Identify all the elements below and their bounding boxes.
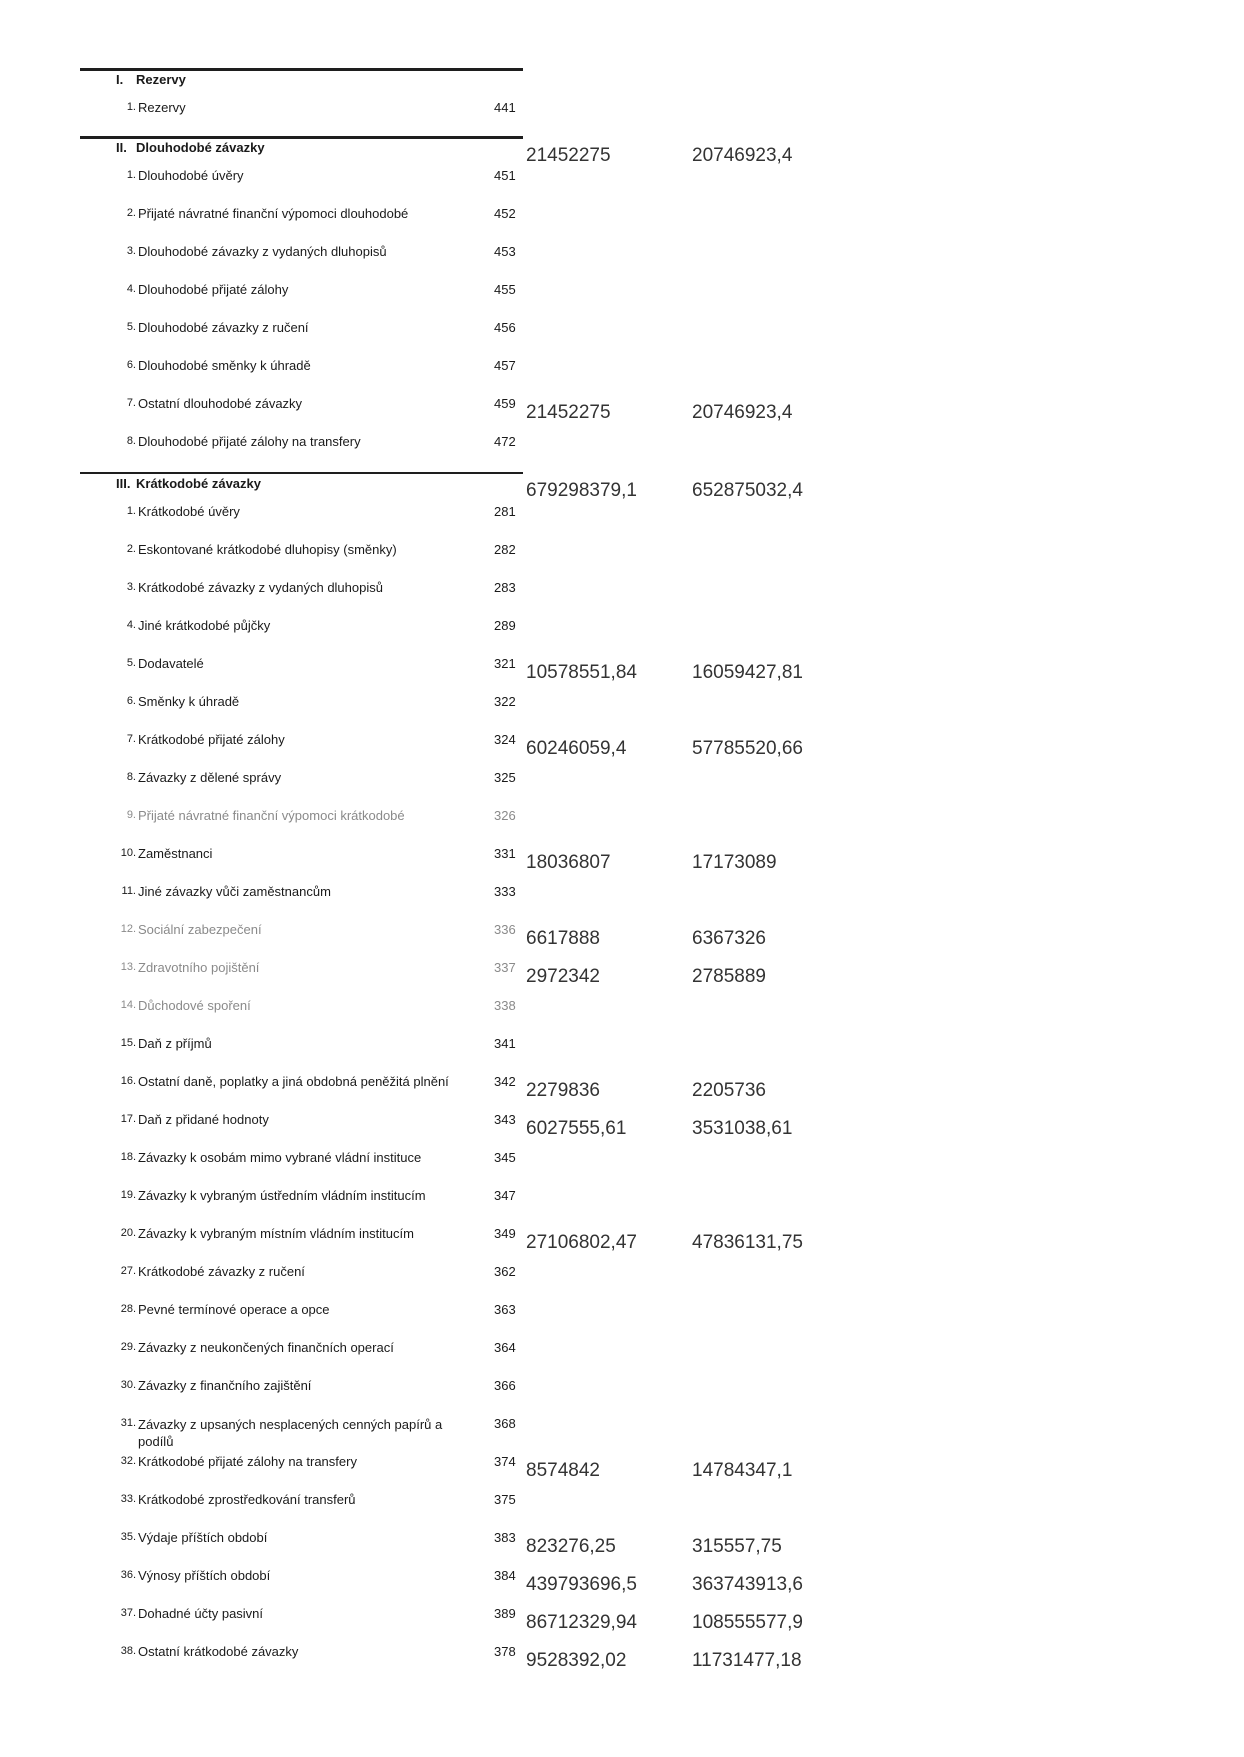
table-row	[0, 1644, 1244, 1670]
previous-value: 6367326	[692, 928, 766, 949]
section-title: Dlouhodobé závazky	[136, 140, 265, 155]
row-number: 35.	[120, 1531, 136, 1543]
account-number: 336	[494, 922, 516, 937]
account-number: 345	[494, 1150, 516, 1165]
row-number: 1.	[126, 101, 136, 113]
account-number: 333	[494, 884, 516, 899]
table-row	[0, 846, 1244, 872]
row-number: 9.	[126, 809, 136, 821]
row-label: Krátkodobé přijaté zálohy na transfery	[138, 1454, 357, 1469]
row-label: Závazky z finančního zajištění	[138, 1378, 312, 1393]
account-number: 281	[494, 504, 516, 519]
row-number: 13.	[120, 961, 136, 973]
section-previous-value: 652875032,4	[692, 480, 803, 501]
previous-value: 2205736	[692, 1080, 766, 1101]
current-value: 823276,25	[526, 1536, 616, 1557]
row-label: Výdaje příštích období	[138, 1530, 268, 1545]
row-number: 19.	[120, 1189, 136, 1201]
row-label: Zdravotního pojištění	[138, 960, 260, 975]
section-rule-kratkodobe	[80, 472, 523, 474]
row-number: 38.	[120, 1645, 136, 1657]
table-row	[0, 1492, 1244, 1518]
section-heading-kratkodobe	[116, 476, 261, 491]
account-number: 282	[494, 542, 516, 557]
account-number: 455	[494, 282, 516, 297]
account-number: 374	[494, 1454, 516, 1469]
current-value: 439793696,5	[526, 1574, 637, 1595]
previous-value: 17173089	[692, 852, 777, 873]
row-label: Sociální zabezpečení	[138, 922, 262, 937]
row-number: 11.	[121, 885, 136, 897]
table-row	[0, 960, 1244, 986]
account-number: 453	[494, 244, 516, 259]
table-row	[0, 1530, 1244, 1556]
table-row	[0, 100, 1244, 126]
table-row	[0, 1302, 1244, 1328]
row-number: 18.	[120, 1151, 136, 1163]
row-label: Závazky k vybraným místním vládním institucím	[138, 1226, 414, 1241]
row-number: 37.	[120, 1607, 136, 1619]
current-value: 10578551,84	[526, 662, 637, 683]
row-label: Dlouhodobé závazky z ručení	[138, 320, 309, 335]
row-label: Závazky z dělené správy	[138, 770, 282, 785]
row-label: Daň z přidané hodnoty	[138, 1112, 269, 1127]
row-number: 30.	[120, 1379, 136, 1391]
table-row	[0, 358, 1244, 384]
table-row	[0, 1568, 1244, 1594]
row-number: 31.	[120, 1417, 136, 1429]
row-label: Dohadné účty pasivní	[138, 1606, 264, 1621]
table-row	[0, 282, 1244, 308]
table-row	[0, 504, 1244, 530]
account-number: 389	[494, 1606, 516, 1621]
row-label: Jiné závazky vůči zaměstnancům	[138, 884, 331, 899]
section-rule-rezervy	[80, 68, 523, 71]
row-number: 6.	[126, 695, 136, 707]
row-number: 1.	[126, 505, 136, 517]
account-number: 383	[494, 1530, 516, 1545]
account-number: 456	[494, 320, 516, 335]
row-label: Důchodové spoření	[138, 998, 251, 1013]
row-label: Směnky k úhradě	[138, 694, 240, 709]
account-number: 472	[494, 434, 516, 449]
table-row	[0, 168, 1244, 194]
section-roman: III.	[116, 476, 131, 491]
row-label: Ostatní krátkodobé závazky	[138, 1644, 299, 1659]
row-label: Daň z příjmů	[138, 1036, 212, 1051]
table-row	[0, 1036, 1244, 1062]
account-number: 326	[494, 808, 516, 823]
table-row	[0, 808, 1244, 834]
previous-value: 20746923,4	[692, 402, 793, 423]
row-label: Krátkodobé závazky z vydaných dluhopisů	[138, 580, 383, 595]
row-label: Dlouhodobé závazky z vydaných dluhopisů	[138, 244, 387, 259]
table-row	[0, 998, 1244, 1024]
previous-value: 57785520,66	[692, 738, 803, 759]
table-row	[0, 434, 1244, 460]
row-number: 20.	[120, 1227, 136, 1239]
account-number: 343	[494, 1112, 516, 1127]
row-label: Dlouhodobé směnky k úhradě	[138, 358, 311, 373]
table-row	[0, 770, 1244, 796]
row-label: Dodavatelé	[138, 656, 204, 671]
row-label: Ostatní daně, poplatky a jiná obdobná peněžitá plnění	[138, 1074, 449, 1089]
current-value: 6027555,61	[526, 1118, 627, 1139]
account-number: 341	[494, 1036, 516, 1051]
row-number: 29.	[120, 1341, 136, 1353]
row-label: Závazky k vybraným ústředním vládním institucím	[138, 1188, 426, 1203]
row-label: Závazky k osobám mimo vybrané vládní instituce	[138, 1150, 422, 1165]
table-row	[0, 580, 1244, 606]
table-row	[0, 1454, 1244, 1480]
row-label: Přijaté návratné finanční výpomoci dlouhodobé	[138, 206, 409, 221]
table-row	[0, 1340, 1244, 1366]
row-label: Krátkodobé zprostředkování transferů	[138, 1492, 356, 1507]
account-number: 363	[494, 1302, 516, 1317]
account-number: 364	[494, 1340, 516, 1355]
account-number: 325	[494, 770, 516, 785]
section-current-value: 21452275	[526, 145, 611, 166]
row-number: 33.	[120, 1493, 136, 1505]
section-roman: I.	[116, 72, 124, 87]
current-value: 60246059,4	[526, 738, 627, 759]
previous-value: 108555577,9	[692, 1612, 803, 1633]
table-row	[0, 1226, 1244, 1252]
table-row	[0, 320, 1244, 346]
row-number: 14.	[120, 999, 136, 1011]
row-number: 5.	[126, 657, 136, 669]
row-number: 2.	[126, 543, 136, 555]
row-number: 1.	[126, 169, 136, 181]
table-row	[0, 922, 1244, 948]
row-label: Dlouhodobé přijaté zálohy na transfery	[138, 434, 361, 449]
previous-value: 16059427,81	[692, 662, 803, 683]
row-number: 3.	[126, 581, 136, 593]
row-number: 16.	[120, 1075, 136, 1087]
row-number: 8.	[126, 435, 136, 447]
previous-value: 2785889	[692, 966, 766, 987]
row-label: Krátkodobé přijaté zálohy	[138, 732, 285, 747]
account-number: 321	[494, 656, 516, 671]
table-row	[0, 1150, 1244, 1176]
section-heading-rezervy	[116, 72, 186, 87]
account-number: 457	[494, 358, 516, 373]
row-label: Dlouhodobé úvěry	[138, 168, 244, 183]
row-number: 27.	[120, 1265, 136, 1277]
table-row	[0, 1416, 1244, 1449]
row-label: Krátkodobé úvěry	[138, 504, 240, 519]
account-number: 349	[494, 1226, 516, 1241]
row-number: 36.	[120, 1569, 136, 1581]
row-label: Ostatní dlouhodobé závazky	[138, 396, 303, 411]
account-number: 451	[494, 168, 516, 183]
account-number: 459	[494, 396, 516, 411]
row-label: Zaměstnanci	[138, 846, 213, 861]
table-row	[0, 1264, 1244, 1290]
row-number: 5.	[126, 321, 136, 333]
table-row	[0, 244, 1244, 270]
row-number: 10.	[120, 847, 136, 859]
current-value: 27106802,47	[526, 1232, 637, 1253]
table-row	[0, 884, 1244, 910]
row-label: Dlouhodobé přijaté zálohy	[138, 282, 289, 297]
row-label: Krátkodobé závazky z ručení	[138, 1264, 305, 1279]
table-row	[0, 396, 1244, 422]
section-title: Krátkodobé závazky	[136, 476, 261, 491]
section-previous-value: 20746923,4	[692, 145, 793, 166]
table-row	[0, 1378, 1244, 1404]
row-label: Eskontované krátkodobé dluhopisy (směnky)	[138, 542, 397, 557]
row-label: Pevné termínové operace a opce	[138, 1302, 330, 1317]
row-label: Rezervy	[138, 100, 186, 115]
current-value: 6617888	[526, 928, 600, 949]
row-number: 7.	[126, 397, 136, 409]
table-row	[0, 542, 1244, 568]
row-number: 12.	[120, 923, 136, 935]
account-number: 441	[494, 100, 516, 115]
table-row	[0, 656, 1244, 682]
table-row	[0, 1606, 1244, 1632]
account-number: 289	[494, 618, 516, 633]
account-number: 324	[494, 732, 516, 747]
row-label: Přijaté návratné finanční výpomoci krátkodobé	[138, 808, 405, 823]
account-number: 342	[494, 1074, 516, 1089]
row-label: Jiné krátkodobé půjčky	[138, 618, 271, 633]
account-number: 347	[494, 1188, 516, 1203]
current-value: 8574842	[526, 1460, 600, 1481]
account-number: 368	[494, 1416, 516, 1431]
account-number: 384	[494, 1568, 516, 1583]
account-number: 283	[494, 580, 516, 595]
row-number: 15.	[120, 1037, 136, 1049]
account-number: 331	[494, 846, 516, 861]
account-number: 362	[494, 1264, 516, 1279]
section-rule-dlouhodobe	[80, 136, 523, 139]
table-row	[0, 694, 1244, 720]
previous-value: 47836131,75	[692, 1232, 803, 1253]
row-number: 2.	[126, 207, 136, 219]
row-number: 6.	[126, 359, 136, 371]
account-number: 452	[494, 206, 516, 221]
current-value: 2972342	[526, 966, 600, 987]
section-heading-dlouhodobe	[116, 140, 265, 155]
current-value: 18036807	[526, 852, 611, 873]
table-row	[0, 1188, 1244, 1214]
current-value: 21452275	[526, 402, 611, 423]
row-number: 4.	[126, 619, 136, 631]
row-number: 32.	[120, 1455, 136, 1467]
table-row	[0, 618, 1244, 644]
table-row	[0, 1112, 1244, 1138]
row-number: 3.	[126, 245, 136, 257]
section-title: Rezervy	[136, 72, 186, 87]
previous-value: 363743913,6	[692, 1574, 803, 1595]
table-row	[0, 206, 1244, 232]
row-label: Závazky z upsaných nesplacených cenných papírů a podílů	[138, 1417, 443, 1449]
section-roman: II.	[116, 140, 127, 155]
row-number: 4.	[126, 283, 136, 295]
previous-value: 11731477,18	[692, 1650, 802, 1671]
account-number: 337	[494, 960, 516, 975]
account-number: 375	[494, 1492, 516, 1507]
row-number: 28.	[120, 1303, 136, 1315]
account-number: 378	[494, 1644, 516, 1659]
current-value: 86712329,94	[526, 1612, 637, 1633]
row-number: 8.	[126, 771, 136, 783]
account-number: 322	[494, 694, 516, 709]
section-current-value: 679298379,1	[526, 480, 637, 501]
current-value: 2279836	[526, 1080, 600, 1101]
row-number: 7.	[126, 733, 136, 745]
current-value: 9528392,02	[526, 1650, 627, 1671]
previous-value: 3531038,61	[692, 1118, 793, 1139]
row-label: Výnosy příštích období	[138, 1568, 271, 1583]
row-number: 17.	[120, 1113, 136, 1125]
table-row	[0, 1074, 1244, 1100]
row-label: Závazky z neukončených finančních operací	[138, 1340, 394, 1355]
previous-value: 14784347,1	[692, 1460, 793, 1481]
account-number: 338	[494, 998, 516, 1013]
previous-value: 315557,75	[692, 1536, 782, 1557]
account-number: 366	[494, 1378, 516, 1393]
table-row	[0, 732, 1244, 758]
